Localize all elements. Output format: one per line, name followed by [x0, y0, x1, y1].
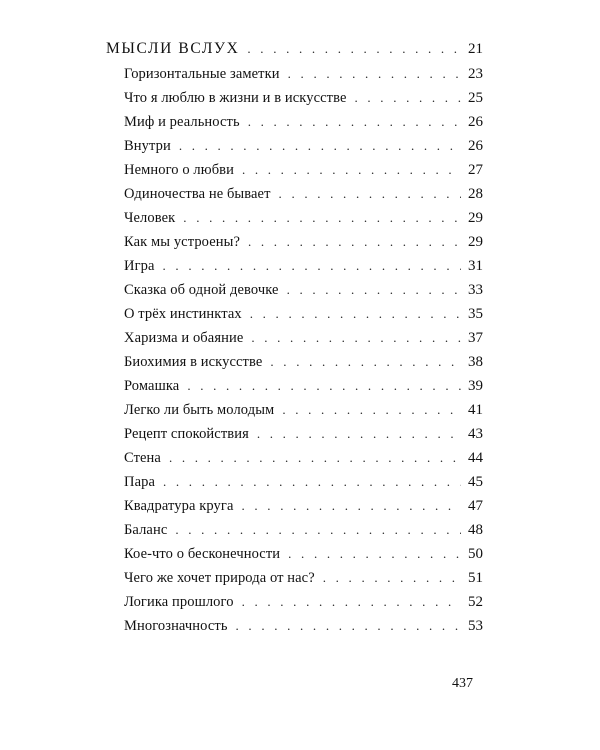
toc-entry-page: 41: [468, 402, 483, 418]
toc-entry: [124, 186, 483, 203]
dot-leader: [355, 90, 462, 106]
toc-entry: [124, 522, 483, 539]
dot-leader: [175, 522, 461, 538]
toc-entry: [124, 354, 483, 371]
toc-entry: [124, 282, 483, 299]
dot-leader: [163, 258, 461, 274]
toc-entry-title: Легко ли быть молодым: [124, 402, 275, 418]
toc-entry: [124, 570, 483, 587]
dot-leader: [270, 354, 461, 370]
dot-leader: [247, 41, 461, 57]
toc-entry-title: Биохимия в искусстве: [124, 354, 263, 370]
toc-entry-page: 47: [468, 498, 483, 514]
toc-entry: [124, 618, 483, 635]
toc-entry: [124, 426, 483, 443]
toc-entry: [124, 90, 483, 107]
dot-leader: [250, 306, 461, 322]
dot-leader: [282, 402, 461, 418]
toc-entry: [124, 66, 483, 83]
toc-entry-page: 51: [468, 570, 483, 586]
toc-entry-title: Человек: [124, 210, 176, 226]
toc-entry-page: 35: [468, 306, 483, 322]
toc-entry: [124, 594, 483, 611]
toc-entry-title: Стена: [124, 450, 161, 466]
page-number: 437: [452, 676, 473, 691]
toc-entry-title: Логика прошлого: [124, 594, 234, 610]
toc-entry: [124, 138, 483, 155]
toc-entry: [124, 330, 483, 347]
toc-entry-title: Харизма и обаяние: [124, 330, 244, 346]
toc-entry-page: 37: [468, 330, 483, 346]
dot-leader: [242, 498, 462, 514]
toc-entry-title: Ромашка: [124, 378, 180, 394]
toc-entry-page: 25: [468, 90, 483, 106]
dot-leader: [236, 618, 461, 634]
toc-entry: [124, 378, 483, 395]
dot-leader: [279, 186, 461, 202]
toc-entry: [124, 234, 483, 251]
toc-entry-page: 26: [468, 138, 483, 154]
toc-entry-page: 23: [468, 66, 483, 82]
toc-entry: [124, 546, 483, 563]
toc-entry: [124, 402, 483, 419]
dot-leader: [287, 282, 461, 298]
toc-entry-page: 45: [468, 474, 483, 490]
toc-entry-page: 29: [468, 234, 483, 250]
toc-entry-title: Квадратура круга: [124, 498, 234, 514]
toc-entry-title: О трёх инстинктах: [124, 306, 242, 322]
dot-leader: [179, 138, 461, 154]
toc-entry: [124, 306, 483, 323]
toc-entry-title: Чего же хочет природа от нас?: [124, 570, 315, 586]
toc-entry-page: 27: [468, 162, 483, 178]
dot-leader: [242, 594, 461, 610]
toc-entry-page: 48: [468, 522, 483, 538]
toc-entry-title: Многозначность: [124, 618, 228, 634]
dot-leader: [288, 546, 461, 562]
toc-section-heading: [106, 40, 483, 58]
toc-entry-title: Как мы устроены?: [124, 234, 240, 250]
toc-entry-title: Баланс: [124, 522, 168, 538]
dot-leader: [248, 234, 461, 250]
toc-entry-page: 50: [468, 546, 483, 562]
toc-entry-page: 53: [468, 618, 483, 634]
toc-entry-page: 26: [468, 114, 483, 130]
toc-entry-page: 29: [468, 210, 483, 226]
toc-entry-title: Что я люблю в жизни и в искусстве: [124, 90, 347, 106]
toc-entry-page: 28: [468, 186, 483, 202]
toc-entry-page: 31: [468, 258, 483, 274]
dot-leader: [163, 474, 461, 490]
toc-entry: [124, 474, 483, 491]
section-title: МЫСЛИ ВСЛУХ: [106, 40, 240, 57]
toc-entry-title: Сказка об одной девочке: [124, 282, 279, 298]
toc-entry: [124, 258, 483, 275]
toc-entry-title: Одиночества не бывает: [124, 186, 271, 202]
toc-entry: [124, 210, 483, 227]
toc-entry-page: 39: [468, 378, 483, 394]
toc-entry-title: Миф и реальность: [124, 114, 240, 130]
toc-entry-page: 44: [468, 450, 483, 466]
dot-leader: [257, 426, 461, 442]
toc-entry-title: Рецепт спокойствия: [124, 426, 249, 442]
toc-entry-title: Немного о любви: [124, 162, 234, 178]
dot-leader: [169, 450, 461, 466]
toc-entry-page: 43: [468, 426, 483, 442]
toc-entry-title: Внутри: [124, 138, 171, 154]
toc-entry-title: Горизонтальные заметки: [124, 66, 280, 82]
dot-leader: [183, 210, 461, 226]
dot-leader: [187, 378, 461, 394]
toc-entry-page: 52: [468, 594, 483, 610]
toc-entry: [124, 450, 483, 467]
toc-entry-page: 33: [468, 282, 483, 298]
dot-leader: [323, 570, 461, 586]
section-page-number: 21: [468, 41, 483, 57]
toc-entry-title: Игра: [124, 258, 155, 274]
toc-entry: [124, 498, 483, 515]
toc-entry-title: Кое-что о бесконечности: [124, 546, 281, 562]
toc-entry-title: Пара: [124, 474, 155, 490]
dot-leader: [288, 66, 461, 82]
dot-leader: [242, 162, 461, 178]
dot-leader: [251, 330, 461, 346]
dot-leader: [248, 114, 461, 130]
toc-entry-page: 38: [468, 354, 483, 370]
toc-entry: [124, 162, 483, 179]
toc-entry: [124, 114, 483, 131]
